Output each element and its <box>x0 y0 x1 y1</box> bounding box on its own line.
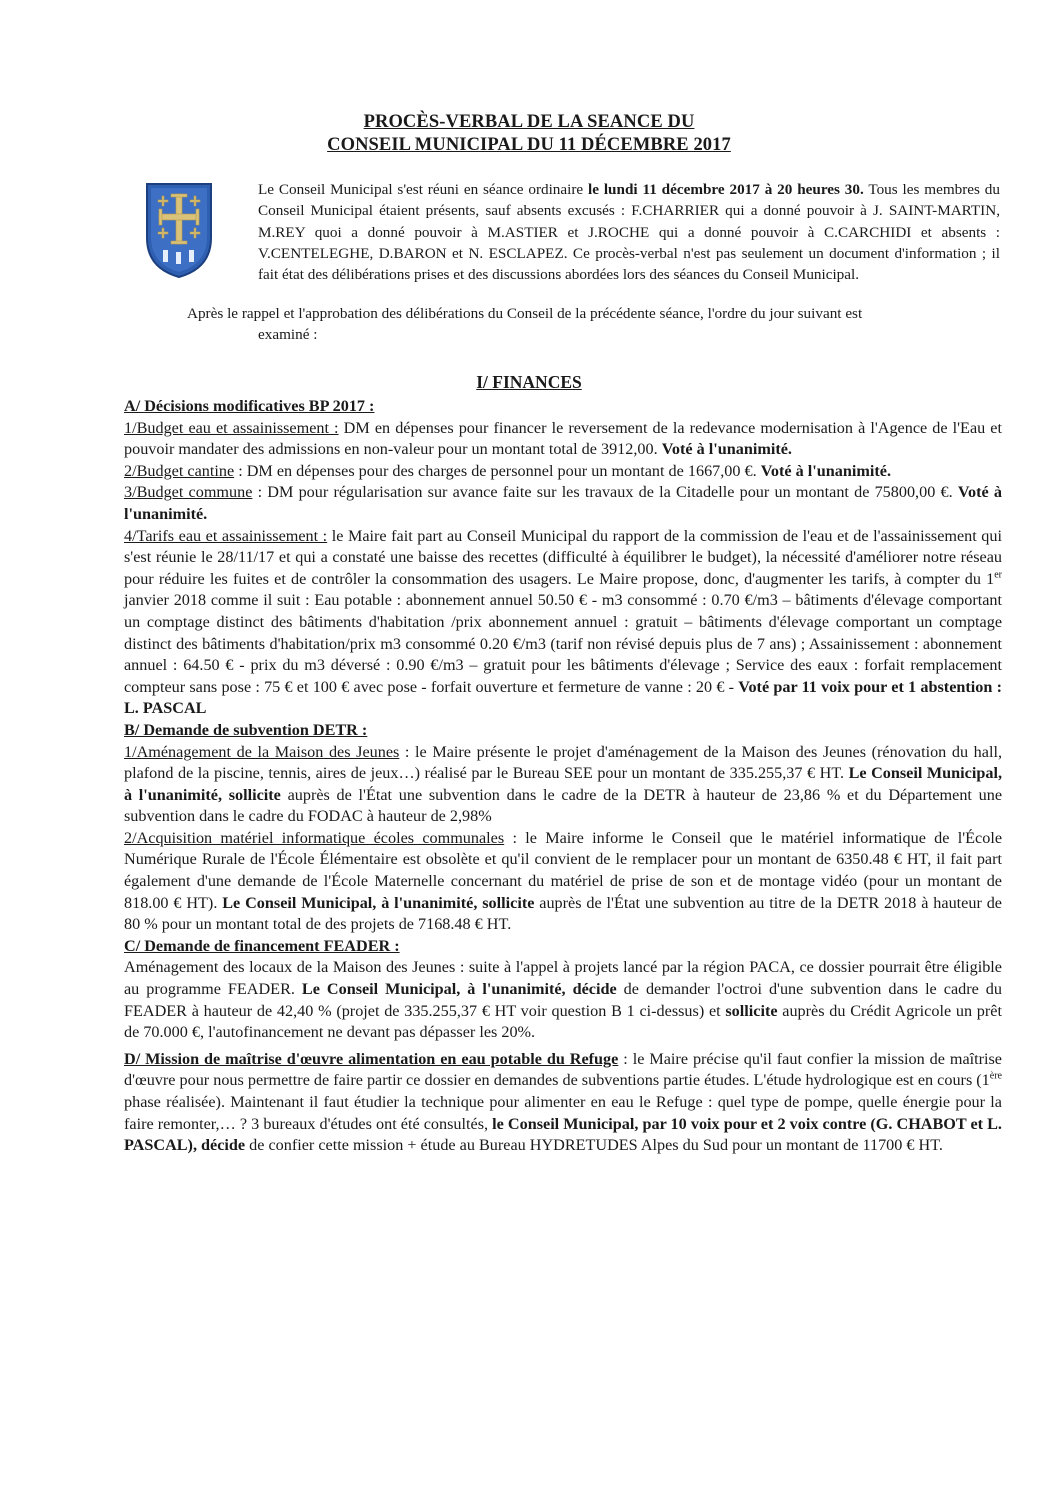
item-d-decision: le Conseil Municipal, par 10 voix pour et 2 voix contre (G. CHABOT et L. PASCAL), décide <box>124 1114 1002 1155</box>
section-a-heading-text: A/ Décisions modificatives BP 2017 : <box>124 397 375 415</box>
document-title-line1: PROCÈS-VERBAL DE LA SEANCE DU <box>363 112 695 132</box>
meeting-date: le lundi 11 décembre 2017 à 20 heures 30. <box>588 181 864 198</box>
item-a3 <box>124 482 1002 525</box>
intro-text-c: Tous les membres du Conseil Municipal étaient présents, sauf absents excusés : F.CHARRIER qui a donné pouvoir à J. SAINT-MARTIN, M.REY quoi a donné pouvoir à M.ASTIER et J.ROCHE qui a donné pouvoir à C.CARCHIDI et absents : V.CENTELEGHE, D.BARON et N. ESCLAPEZ. Ce procès-verbal n'est pas seulement un document d'information ; il fait état des délibérations prises et des discussions abordées lors des séances du Conseil Municipal. <box>258 181 1000 284</box>
item-a4 <box>124 526 1002 720</box>
item-a1-text: DM en dépenses pour financer le reversement de la redevance modernisation à l'Agence de l'Eau et pouvoir mandater des admissions en non-valeur pour un montant total de 3912,00. <box>124 418 1002 459</box>
item-a3-vote: Voté à l'unanimité. <box>124 483 1003 523</box>
item-a2-text: : DM en dépenses pour des charges de personnel pour un montant de 1667,00 €. <box>234 461 761 480</box>
item-b2-decision: Le Conseil Municipal, à l'unanimité, sollicite <box>222 893 535 912</box>
intro-text-a: Le Conseil Municipal s'est réuni en séance ordinaire <box>258 181 589 198</box>
item-d-sup: ère <box>989 1071 1002 1083</box>
item-c-text-c: auprès du Crédit Agricole un prêt de 70.000 €, l'autofinancement ne devant pas dépasser les 20%. <box>124 1001 1002 1042</box>
item-c-decision: Le Conseil Municipal, à l'unanimité, décide <box>301 980 617 999</box>
section-d-heading-text: D/ Mission de maîtrise d'œuvre alimentation en eau potable du Refuge <box>124 1049 619 1068</box>
item-b2-text-a: : le Maire informe le Conseil que le matériel informatique de l'École Numérique Rurale de l'École Élémentaire est obsolète et qu'il convient de le remplacer pour un montant de 6350.48 € HT, il fait part également d'une demande de l'École Maternelle concernant du matériel de prise de son et de montage vidéo (pour un montant de 818.00 € HT). <box>124 828 1003 912</box>
section-b-heading <box>124 720 1002 742</box>
item-a4-vote: Voté par 11 voix pour et 1 abstention : L. PASCAL <box>124 677 1002 718</box>
item-a1-label: 1/Budget eau et assainissement : <box>124 418 339 437</box>
item-a1 <box>124 418 1002 461</box>
item-b2 <box>124 828 1002 936</box>
item-b1 <box>124 742 1002 828</box>
item-b2-label: 2/Acquisition matériel informatique écoles communales <box>124 828 505 847</box>
section-c-heading <box>124 936 1002 958</box>
item-a3-text: : DM pour régularisation sur avance faite sur les travaux de la Citadelle pour un montant de 75800,00 €. <box>252 483 958 502</box>
item-b1-text-a: : le Maire présente le projet d'aménagement de la Maison des Jeunes (rénovation du hall, plafond de la piscine, tennis, aires de jeux…) réalisé par le Bureau SEE pour un montant de 335.255,37 € HT. <box>124 742 1002 783</box>
section-a-heading <box>124 396 1002 418</box>
item-b1-text-b: auprès de l'État une subvention dans le cadre de la DETR à hauteur de 23,86 % et du Département une subvention dans le cadre du FODAC à hauteur de 2,98% <box>124 785 1003 826</box>
item-c-text-b: de demander l'octroi d'une subvention dans le cadre du FEADER à hauteur de 42,40 % (projet de 335.255,37 € HT voir question B 1 ci-dessus) et <box>124 980 1002 1020</box>
item-a4-label: 4/Tarifs eau et assainissement : <box>124 526 328 545</box>
item-a3-label: 3/Budget commune <box>124 483 253 502</box>
item-c-sollicite: sollicite <box>725 1001 778 1020</box>
coat-of-arms-icon <box>143 180 215 280</box>
section-b-heading-text: B/ Demande de subvention DETR : <box>124 720 368 739</box>
item-a4-sup: er <box>994 569 1002 581</box>
document-title-line2: CONSEIL MUNICIPAL DU 11 DÉCEMBRE 2017 <box>327 135 731 155</box>
agenda-intro <box>187 303 1000 346</box>
item-b1-decision: Le Conseil Municipal, à l'unanimité, sollicite <box>124 764 1002 804</box>
item-d <box>124 1049 1002 1157</box>
section-title-finances: I/ FINANCES <box>476 372 582 392</box>
item-b2-text-b: auprès de l'État une subvention au titre de la DETR 2018 à hauteur de 80 % pour un montant total de des projets de 7168.48 € HT. <box>124 893 1002 934</box>
intro-paragraph <box>258 179 1000 285</box>
item-a2 <box>124 461 1002 483</box>
item-a4-text-a: le Maire fait part au Conseil Municipal du rapport de la commission de l'eau et de l'assainissement qui s'est réunie le 28/11/17 et qui a constaté une baisse des recettes (difficulté à équilibrer le budget), la nécessité d'améliorer notre réseau pour réduire les fuites et de contrôler la consommation des usagers. Le Maire propose, donc, d'augmenter les tarifs, à compter du 1 <box>124 526 1002 588</box>
item-a1-vote: Voté à l'unanimité. <box>661 440 792 459</box>
item-d-text-b: phase réalisée). Maintenant il faut étudier la technique pour alimenter en eau le Refuge : quel type de pompe, quelle énergie pour la faire remonter,… ? 3 bureaux d'études ont été consultés, <box>124 1093 1002 1133</box>
item-d-text-a: : le Maire précise qu'il faut confier la mission de maîtrise d'œuvre pour nous permettre de faire partir ce dossier en demandes de subventions partie études. L'étude hydrologique est en cours (1 <box>124 1049 1002 1090</box>
item-b1-label: 1/Aménagement de la Maison des Jeunes <box>124 742 400 761</box>
item-a2-vote: Voté à l'unanimité. <box>760 461 891 480</box>
item-c <box>124 957 1002 1043</box>
agenda-intro-line1: Après le rappel et l'approbation des délibérations du Conseil de la précédente séance, l'ordre du jour suivant est <box>187 305 863 322</box>
item-d-text-c: de confier cette mission + étude au Bureau HYDRETUDES Alpes du Sud pour un montant de 11700 € HT. <box>245 1136 943 1155</box>
agenda-intro-line2: examiné : <box>258 326 318 344</box>
item-c-text-a: Aménagement des locaux de la Maison des Jeunes : suite à l'appel à projets lancé par la région PACA, ce dossier pourrait être éligible au programme FEADER. <box>124 958 1002 999</box>
section-c-heading-text: C/ Demande de financement FEADER : <box>124 936 400 955</box>
item-a4-text-b: janvier 2018 comme il suit : Eau potable : abonnement annuel 50.50 € - m3 consommé : 0.70 €/m3 – bâtiments d'élevage comportant un comptage distinct des bâtiments d'habitation /prix abonnement annuel : gratuit – bâtiments d'élevage comportant un comptage distinct des bâtiments d'habitation/prix m3 consommé 0.20 €/m3 (tarif non révisé depuis plus de 7 ans) ; Assainissement : abonnement annuel : 64.50 € - prix du m3 déversé : 0.90 €/m3 – gratuit pour les bâtiments d'élevage ; Service des eaux : forfait remplacement compteur sans pose : 75 € et 100 € avec pose - forfait ouverture et fermeture de vanne : 20 € - <box>124 591 1002 696</box>
document-body <box>124 396 1002 1157</box>
item-a2-label: 2/Budget cantine <box>124 461 235 480</box>
